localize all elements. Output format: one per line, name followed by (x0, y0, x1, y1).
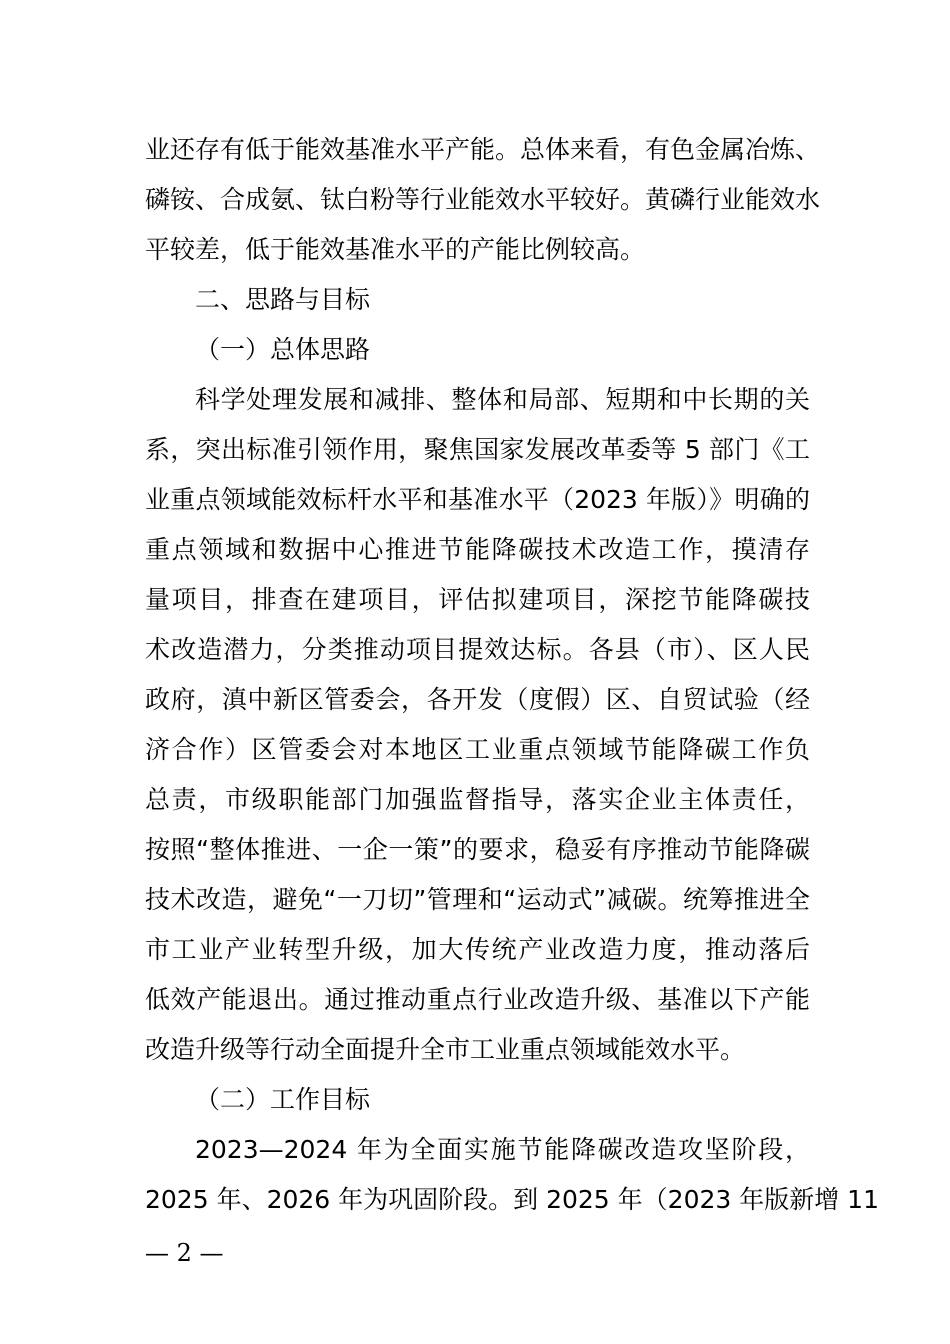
body-line-6: 科学处理发展和减排、整体和局部、短期和中长期的关 (195, 385, 810, 414)
body-line-8: 业重点领域能效标杆水平和基准水平（2023 年版）》明确的 (145, 485, 810, 514)
body-line-22: 2025 年、2026 年为巩固阶段。到 2025 年（2023 年版新增 11 (145, 1185, 879, 1214)
body-line-19: 改造升级等行动全面提升全市工业重点领域能效水平。 (145, 1035, 746, 1064)
body-line-14: 总责，市级职能部门加强监督指导，落实企业主体责任， (145, 785, 810, 814)
body-line-3: 平较差，低于能效基准水平的产能比例较高。 (145, 235, 646, 264)
body-line-1: 业还存有低于能效基准水平产能。总体来看，有色金属冶炼、 (145, 135, 821, 164)
subsection-heading-2: （二）工作目标 (195, 1085, 371, 1114)
body-line-7: 系，突出标准引领作用，聚焦国家发展改革委等 5 部门《工 (145, 435, 810, 464)
body-line-13: 济合作）区管委会对本地区工业重点领域节能降碳工作负 (145, 735, 810, 764)
body-line-12: 政府，滇中新区管委会，各开发（度假）区、自贸试验（经 (145, 685, 810, 714)
body-line-9: 重点领域和数据中心推进节能降碳技术改造工作，摸清存 (145, 535, 810, 564)
body-line-15: 按照“整体推进、一企一策”的要求，稳妥有序推动节能降碳 (145, 835, 810, 864)
body-line-2: 磷铵、合成氨、钛白粉等行业能效水平较好。黄磷行业能效水 (145, 185, 821, 214)
subsection-heading-1: （一）总体思路 (195, 335, 371, 364)
body-line-11: 术改造潜力，分类推动项目提效达标。各县（市）、区人民 (145, 635, 810, 664)
body-line-16: 技术改造，避免“一刀切”管理和“运动式”减碳。统筹推进全 (145, 885, 810, 914)
body-line-17: 市工业产业转型升级，加大传统产业改造力度，推动落后 (145, 935, 810, 964)
body-line-18: 低效产能退出。通过推动重点行业改造升级、基准以下产能 (145, 985, 810, 1014)
page-number: — 2 — (145, 1239, 224, 1267)
body-line-21: 2023—2024 年为全面实施节能降碳改造攻坚阶段， (195, 1135, 810, 1164)
section-heading: 二、思路与目标 (195, 285, 371, 314)
body-line-10: 量项目，排查在建项目，评估拟建项目，深挖节能降碳技 (145, 585, 810, 614)
